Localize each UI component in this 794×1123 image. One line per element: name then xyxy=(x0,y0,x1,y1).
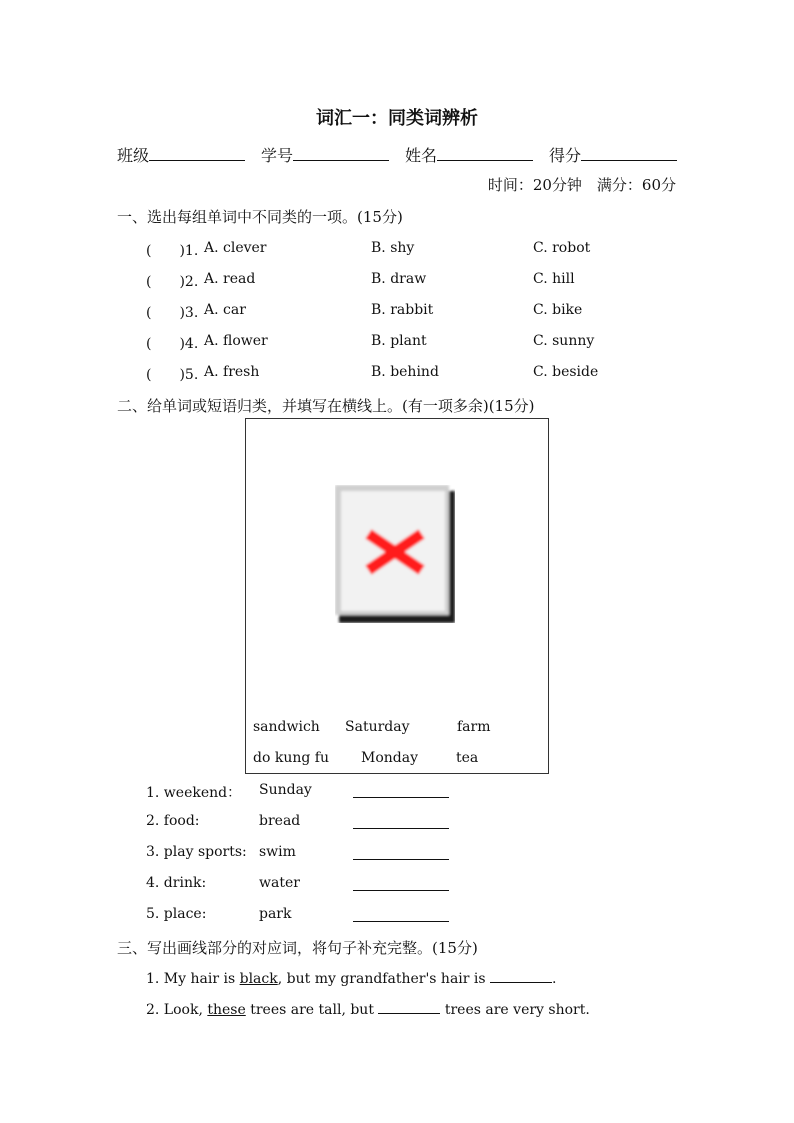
score-label: 得分 xyxy=(549,146,582,165)
answer-blank[interactable] xyxy=(353,783,449,798)
option-c: C. sunny xyxy=(533,333,595,349)
category-example: swim xyxy=(259,844,296,860)
score-field[interactable] xyxy=(549,143,677,166)
option-b: B. behind xyxy=(371,364,439,380)
answer-paren[interactable]: ( )5. xyxy=(146,367,199,383)
underlined-word: black xyxy=(239,971,278,987)
box-word: Monday xyxy=(361,750,418,766)
answer-paren[interactable]: ( )2. xyxy=(146,274,199,290)
sentence-1 xyxy=(146,969,556,987)
answer-blank[interactable] xyxy=(353,814,449,829)
sentence-text: , but my grandfather's hair is xyxy=(277,971,491,987)
answer-paren[interactable]: ( )4. xyxy=(146,336,199,352)
category-example: bread xyxy=(259,813,301,829)
category-label: 4. drink: xyxy=(146,875,207,891)
number-blank[interactable] xyxy=(293,145,389,161)
page-title: 词汇一：同类词辨析 xyxy=(316,108,478,129)
answer-paren[interactable]: ( )1. xyxy=(146,243,199,259)
section3-heading: 三、写出画线部分的对应词，将句子补充完整。(15分) xyxy=(117,939,478,957)
class-field[interactable] xyxy=(117,143,245,166)
box-word: do kung fu xyxy=(253,750,329,766)
answer-blank[interactable] xyxy=(353,907,449,922)
option-a: A. fresh xyxy=(204,364,260,380)
answer-blank[interactable] xyxy=(490,969,552,983)
category-example: Sunday xyxy=(259,782,312,798)
answer-blank[interactable] xyxy=(353,845,449,860)
option-c: C. bike xyxy=(533,302,583,318)
option-c: C. robot xyxy=(533,240,591,256)
section2-heading: 二、给单词或短语归类，并填写在横线上。(有一项多余)(15分) xyxy=(117,397,535,415)
section1-heading: 一、选出每组单词中不同类的一项。(15分) xyxy=(117,208,403,226)
option-a: A. car xyxy=(204,302,246,318)
box-word: farm xyxy=(457,719,491,735)
answer-paren[interactable]: ( )3. xyxy=(146,305,199,321)
option-a: A. read xyxy=(204,271,256,287)
option-a: A. flower xyxy=(204,333,268,349)
category-label: 3. play sports: xyxy=(146,844,247,860)
option-b: B. draw xyxy=(371,271,427,287)
answer-blank[interactable] xyxy=(353,876,449,891)
underlined-word: these xyxy=(207,1002,246,1018)
sentence-text: . xyxy=(552,971,557,987)
score-blank[interactable] xyxy=(581,145,677,161)
category-example: water xyxy=(259,875,300,891)
category-label: 5. place: xyxy=(146,906,207,922)
answer-blank[interactable] xyxy=(378,1000,440,1014)
broken-image-icon xyxy=(335,485,455,623)
name-blank[interactable] xyxy=(437,145,533,161)
box-word: sandwich xyxy=(253,719,320,735)
category-label: 1. weekend： xyxy=(146,785,242,801)
name-label: 姓名 xyxy=(405,146,438,165)
box-word: Saturday xyxy=(345,719,410,735)
sentence-2 xyxy=(146,1000,590,1018)
category-example: park xyxy=(259,906,292,922)
option-a: A. clever xyxy=(204,240,267,256)
option-b: B. rabbit xyxy=(371,302,434,318)
sentence-text: trees are very short. xyxy=(440,1002,590,1018)
number-label: 学号 xyxy=(261,146,294,165)
time-score-text: 时间：20分钟 满分：60分 xyxy=(487,176,676,194)
class-blank[interactable] xyxy=(149,145,245,161)
name-field[interactable] xyxy=(405,143,533,166)
option-c: C. hill xyxy=(533,271,575,287)
sentence-text: 1. My hair is xyxy=(146,971,240,987)
class-label: 班级 xyxy=(117,146,150,165)
option-b: B. plant xyxy=(371,333,427,349)
number-field[interactable] xyxy=(261,143,389,166)
sentence-text: trees are tall, but xyxy=(245,1002,379,1018)
category-label: 2. food: xyxy=(146,813,200,829)
option-b: B. shy xyxy=(371,240,415,256)
option-c: C. beside xyxy=(533,364,599,380)
sentence-text: 2. Look, xyxy=(146,1002,208,1018)
box-word: tea xyxy=(456,750,479,766)
